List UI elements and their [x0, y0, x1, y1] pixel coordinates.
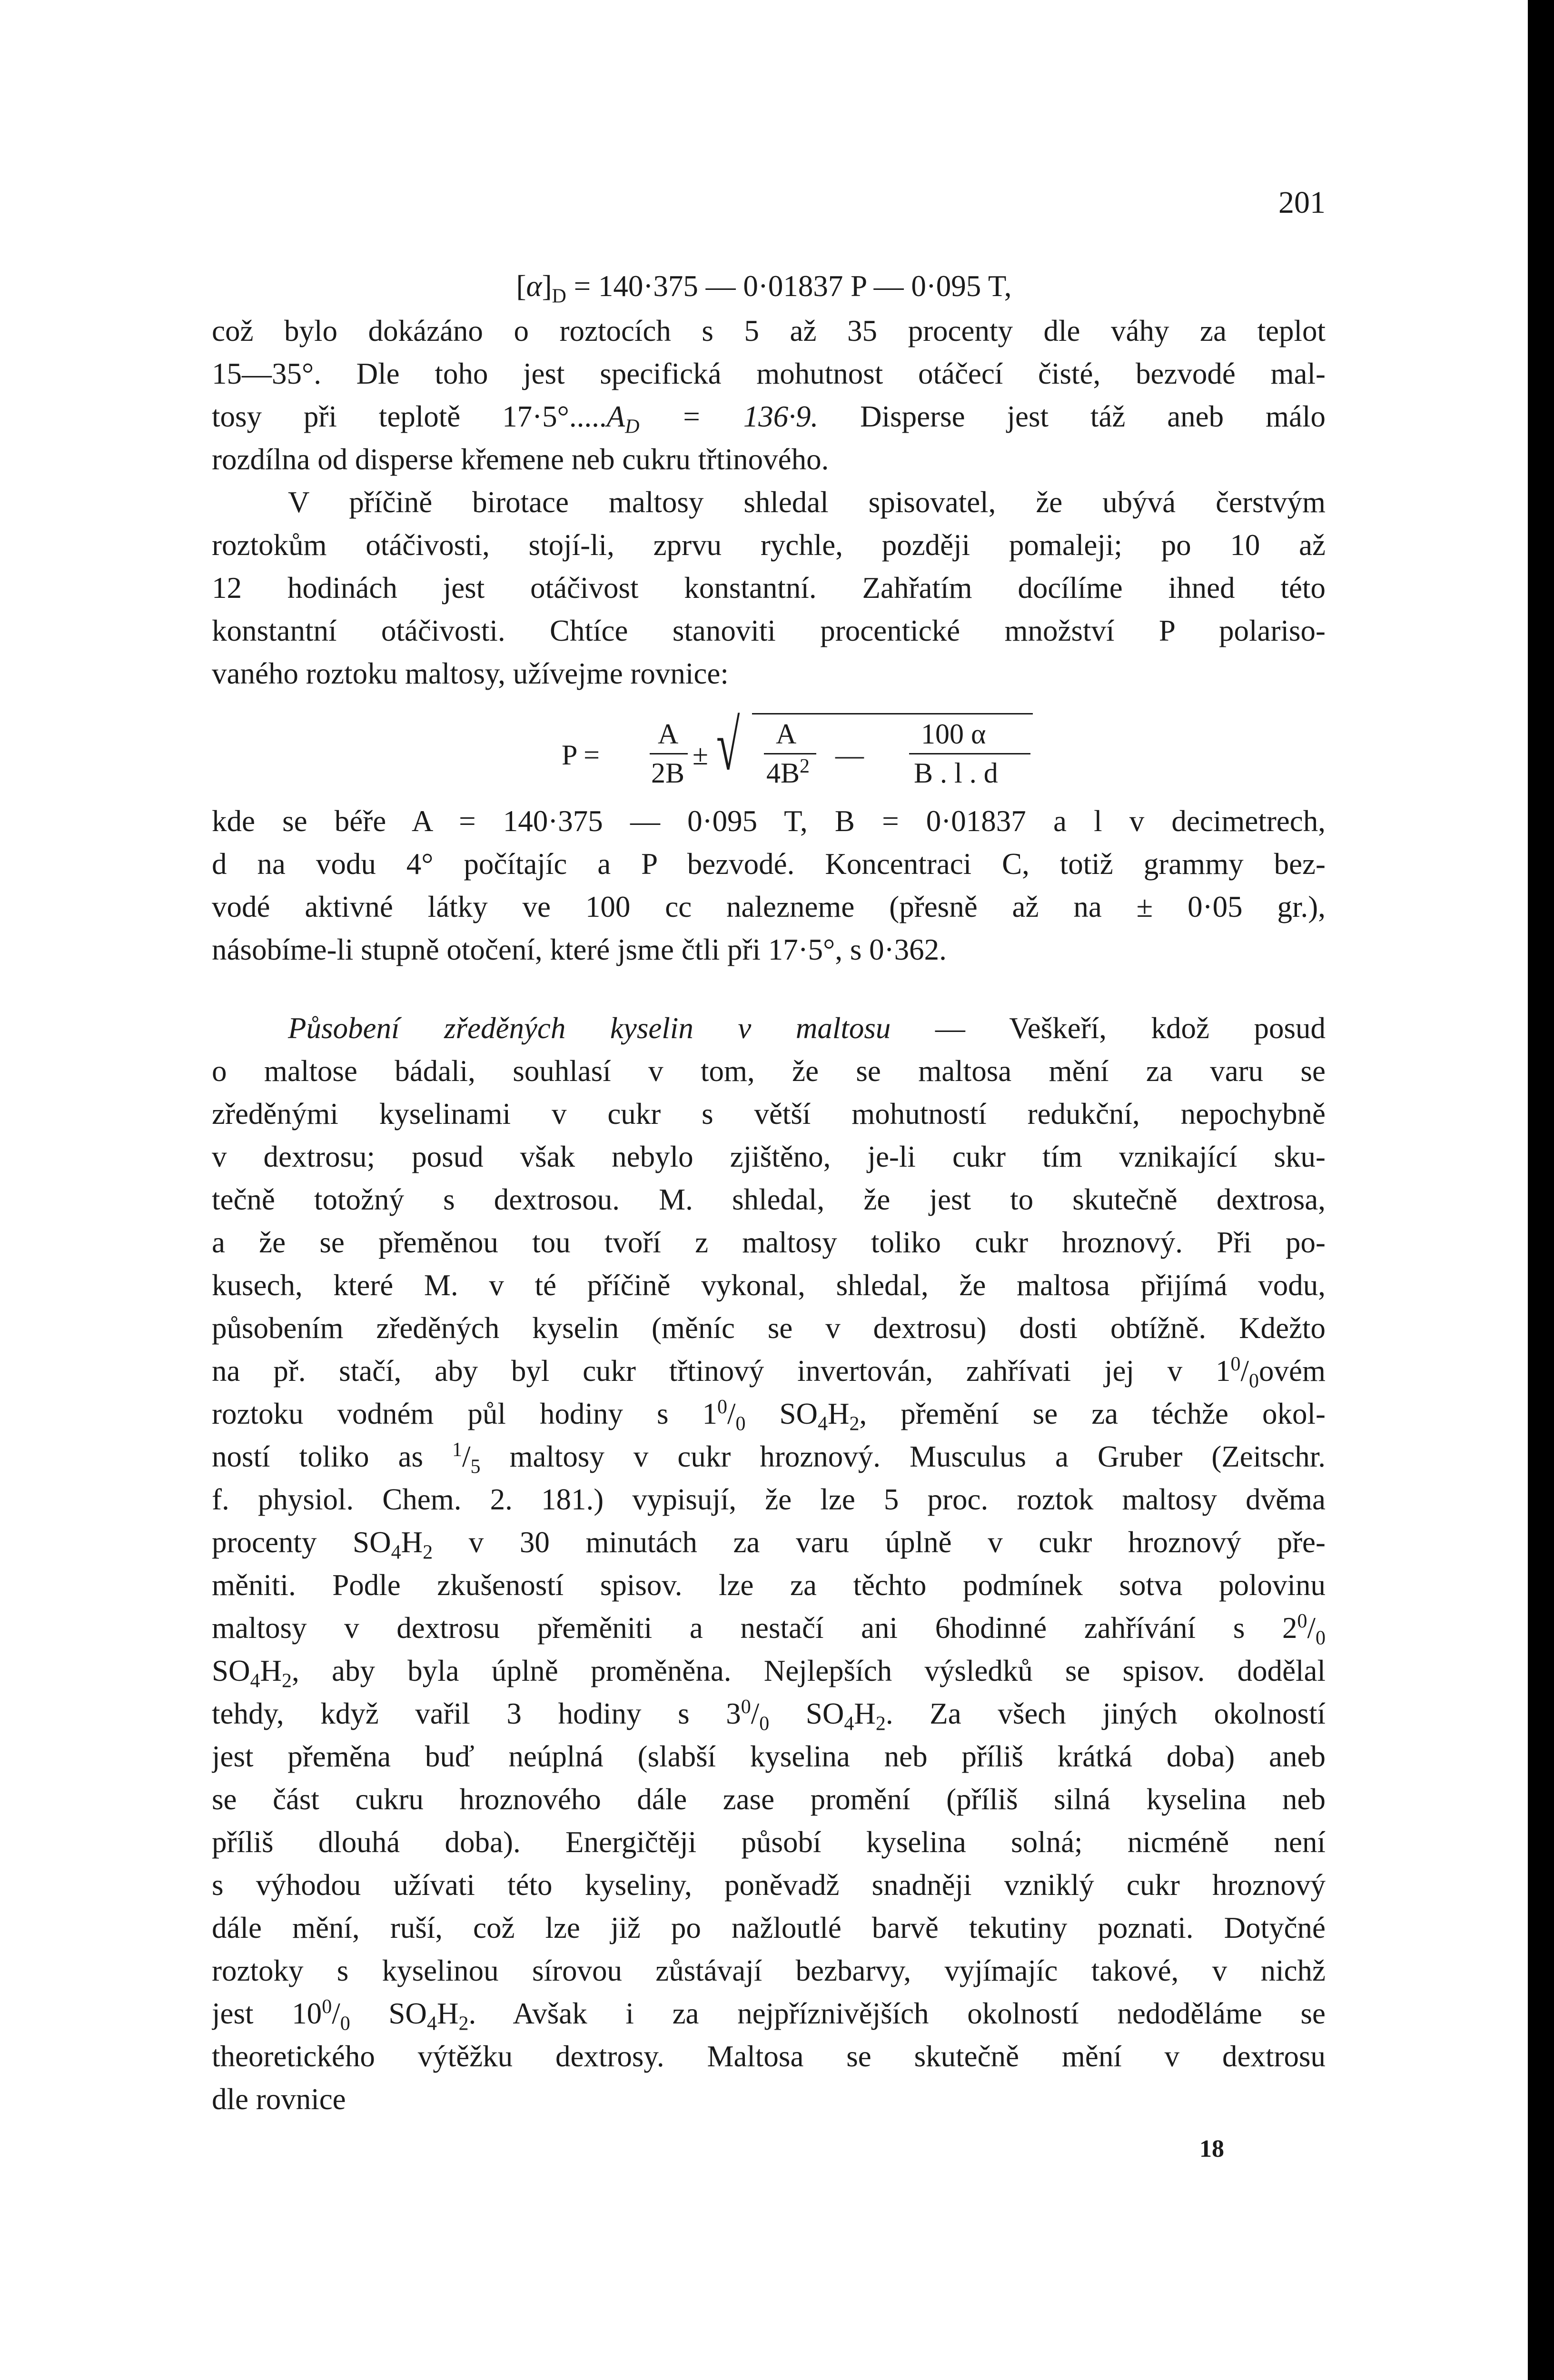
- paragraph-2: V příčině birotace maltosy shledal spisovatel, že ubývá čerstvým roztokům otáčivosti, stojí-li, zprvu rychle, později pomaleji; po 10 až 12 hodinách jest otáčivost konstantní. Zahřatím docílíme ihned této konstantní otáčivosti. Chtíce stanoviti procentické množství P polariso- vaného roztoku maltosy, užívejme rovnice:: [212, 486, 1326, 690]
- maltose-formula: P = A 2B ± √ A $4B^2$ — 100 α B . l . d: [533, 709, 1057, 804]
- section-heading: Působení zředěných kyselin v maltosu: [288, 1012, 891, 1045]
- signature-mark: 18: [1199, 2135, 1224, 2162]
- paragraph-1: což bylo dokázáno o roztocích s 5 až 35 procenty dle váhy za teplot 15—35°. Dle toho jest specifická mohutnost otáčecí čisté, bezvodé mal- tosy při teplotě $17\cdot 5^\circ.....A_D = 136\cdot 9$. Disperse jest táž aneb málo rozdílna od disperse křemene neb cukru třtinového.: [212, 314, 1326, 476]
- rotation-formula: $[\alpha]_D = 140\cdot 375$ — 0·01837 P — 0·095 T,: [516, 269, 1012, 307]
- paragraph-3: kde se béře A = 140·375 — 0·095 T, B = 0·01837 a l v decimetrech, d na vodu 4° počítajíc a P bezvodé. Koncentraci C, totiž grammy bez- vodé aktivné látky ve 100 cc nalezneme (přesně až na ± 0·05 gr.), násobíme-li stupně otočení, které jsme čtli při 17·5°, s 0·362.: [212, 804, 1326, 966]
- paragraph-4: Působení zředěných kyselin v maltosu — Veškeří, kdož posud o maltose bádali, souhlasí v tom, že se maltosa mění za varu se zředěnými kyselinami v cukr s větší mohutností redukční, nepochybně v dextrosu; posud však nebylo zjištěno, je-li cukr tím vznikající sku- tečně totožný s dextrosou. M. shledal, že jest to skutečně dextrosa, a že se přeměnou tou tvoří z maltosy toliko cukr hroznový. Při po- kusech, které M. v té příčině vykonal, shledal, že maltosa přijímá vodu, působením zředěných kyselin (měníc se v dextrosu) dosti obtížně. Kdežto na př. stačí, aby byl cukr třtinový invertován, zahřívati jej v $1^0/_0ovém$ roztoku vodném půl hodiny s $1^0/_0$ $SO_4H_2$, přemění se za téchže okol- ností toliko as $^1/_5$ maltosy v cukr hroznový. Musculus a Gruber (Zeitschr. f. physiol. Chem. 2. 181.) vypisují, že lze 5 proc. roztok maltosy dvěma procenty $SO_4H_2$ v 30 minutách za varu úplně v cukr hroznový pře- měniti. Podle zkušeností spisov. lze za těchto podmínek sotva polovinu maltosy v dextrosu přeměniti a nestačí ani 6hodinné zahřívání s $2^0/_0$ $SO_4H_2$, aby byla úplně proměněna. Nejlepších výsledků se spisov. dodělal tehdy, když vařil 3 hodiny s $3^0/_0$ $SO_4H_2$. Za všech jiných okolností jest přeměna buď neúplná (slabší kyselina neb příliš krátká doba) aneb se část cukru hroznového dále zase promění (příliš silná kyselina neb příliš dlouhá doba). Energičtěji působí kyselina solná; nicméně není s výhodou užívati této kyseliny, poněvadž snadněji vzniklý cukr hroznový dále mění, ruší, což lze již po nažloutlé barvě tekutiny poznati. Dotyčné roztoky s kyselinou sírovou zůstávají bezbarvy, vyjímajíc takové, v nichž jest $10^0/_0$ $SO_4H_2$. Avšak i za nejpříznivějších okolností nedoděláme se theoretického výtěžku dextrosy. Maltosa se skutečně mění v dextrosu dle rovnice: [212, 1012, 1326, 2116]
- page-number: 201: [1278, 185, 1326, 220]
